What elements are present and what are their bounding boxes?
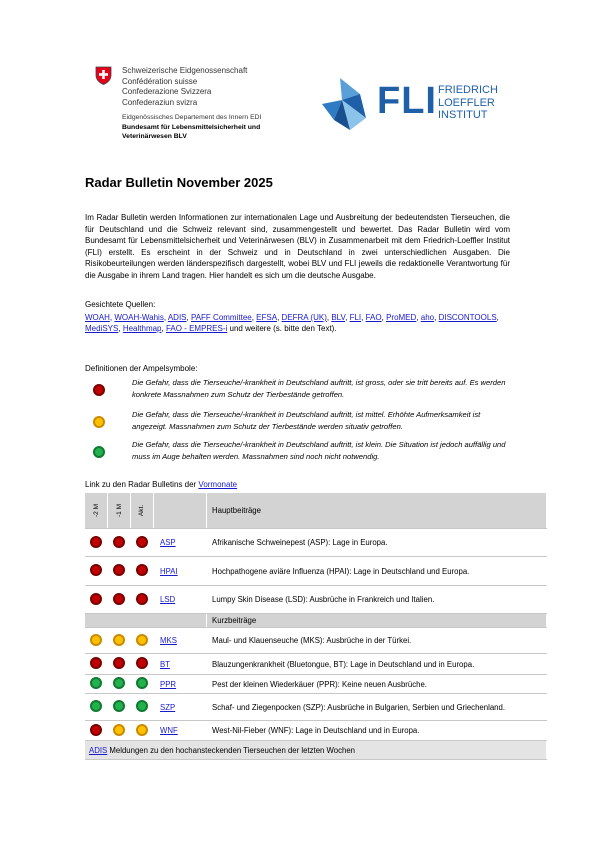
- disease-description: Afrikanische Schweinepest (ASP): Lage in Europa.: [207, 529, 547, 557]
- definition-text: Die Gefahr, dass die Tierseuche/-krankheit in Deutschland auftritt, ist klein. Die Situation ist jedoch auffällig und muss im Auge behalten werden. Massnahmen sind noch nicht notwendig.: [132, 440, 506, 461]
- fli-name-line: INSTITUT: [438, 109, 488, 121]
- traffic-light-green-icon: [136, 700, 148, 712]
- fli-name-line: FRIEDRICH: [438, 84, 498, 96]
- traffic-light-green-icon: [90, 700, 102, 712]
- confederation-names: [122, 66, 247, 108]
- table-row-szp: [85, 694, 547, 721]
- traffic-light-green-icon: [90, 677, 102, 689]
- col-header-current: Akt.: [131, 493, 154, 529]
- definition-text: Die Gefahr, dass die Tierseuche/-krankheit in Deutschland auftritt, ist mittel. Erhöhte Aufmerksamkeit ist angezeigt. Massnahmen zum Schutz der Tierbestände werden situativ getroffen.: [132, 410, 481, 431]
- disease-link-asp[interactable]: ASP: [160, 538, 176, 547]
- sources-heading: Gesichtete Quellen:: [85, 300, 156, 309]
- fli-logo: [320, 72, 498, 134]
- definitions-heading: Definitionen der Ampelsymbole:: [85, 364, 198, 373]
- traffic-light-red-icon: [113, 593, 125, 605]
- source-link-aho[interactable]: aho: [420, 313, 435, 322]
- table-row-lsd: [85, 586, 547, 614]
- table-row-wnf: [85, 721, 547, 741]
- previous-months-link[interactable]: Vormonate: [198, 480, 238, 489]
- disease-description: Pest der kleinen Wiederkäuer (PPR): Keine neuen Ausbrüche.: [207, 675, 547, 694]
- traffic-light-red-icon: [136, 657, 148, 669]
- table-row-mks: [85, 628, 547, 654]
- department-block: [122, 113, 261, 142]
- traffic-light-red-icon: [90, 657, 102, 669]
- source-link-woah-wahis[interactable]: WOAH-Wahis: [114, 313, 164, 322]
- admin-line: Confederazione Svizzera: [122, 87, 212, 96]
- short-section-heading: Kurzbeiträge: [207, 614, 547, 628]
- source-link-medisys[interactable]: MediSYS: [85, 323, 119, 333]
- definition-green: [85, 439, 515, 469]
- source-link-woah[interactable]: WOAH: [85, 313, 110, 322]
- radar-table: [85, 493, 547, 760]
- traffic-light-yellow-icon: [113, 724, 125, 736]
- adis-footer-text: Meldungen zu den hochansteckenden Tierseuchen der letzten Wochen: [109, 745, 355, 755]
- table-header-row: [85, 493, 547, 529]
- department-name: Eidgenössisches Departement des Innern EDI: [122, 114, 262, 121]
- adis-link[interactable]: ADIS: [89, 745, 108, 755]
- source-link-defra[interactable]: DEFRA (UK): [281, 313, 327, 322]
- traffic-light-yellow-icon: [113, 634, 125, 646]
- admin-line: Schweizerische Eidgenossenschaft: [122, 66, 248, 75]
- table-row-asp: [85, 529, 547, 557]
- disease-link-hpai[interactable]: HPAI: [160, 566, 178, 576]
- col-header-minus-2: -2 M: [85, 493, 108, 529]
- source-link-promed[interactable]: ProMED: [386, 313, 417, 322]
- short-rows: [85, 628, 547, 741]
- fli-name-line: LOEFFLER: [438, 96, 495, 109]
- traffic-light-red-icon: [136, 536, 148, 548]
- traffic-light-green-icon: [136, 677, 148, 689]
- previous-bulletins-text: Link zu den Radar Bulletins der: [85, 480, 197, 489]
- definition-text: Die Gefahr, dass die Tierseuche/-krankheit in Deutschland auftritt, ist gross, oder sie tritt bereits auf. Es werden konkrete Massnahmen zum Schutz der Tierbestände getroffen.: [132, 378, 506, 399]
- source-link-healthmap[interactable]: Healthmap: [122, 323, 162, 333]
- table-row-bt: [85, 654, 547, 675]
- disease-link-lsd[interactable]: LSD: [160, 595, 176, 604]
- disease-link-mks[interactable]: MKS: [160, 636, 177, 645]
- traffic-light-red-icon: [90, 724, 102, 736]
- disease-link-ppr[interactable]: PPR: [160, 679, 177, 689]
- traffic-light-green-icon: [93, 446, 105, 458]
- traffic-light-green-icon: [113, 677, 125, 689]
- intro-paragraph: Im Radar Bulletin werden Informationen zur internationalen Lage und Ausbreitung der bedeutendsten Tierseuchen, die für Deutschland und die Schweiz relevant sind, zusammengestellt und bewertet. Das Radar Bulletin wird vom Bundesamt für Lebensmittelsicherheit und Veterinärwesen (BLV) in Zusammenarbeit mit dem Friedrich-Loeffler Institut (FLI) erstellt. Es erscheint in der Schweiz und in Deutschland in zwei unterschiedlichen Ausgaben. Die Risikobeurteilungen werden länderspezifisch dargestellt, wobei BLV und FLI jeweils die redaktionelle Verantwortung für die Ausgabe in ihrem Land tragen. Hier handelt es sich um die deutsche Ausgabe.: [85, 213, 510, 280]
- source-link-fao-empres[interactable]: FAO - EMPRES-i: [165, 323, 228, 333]
- disease-description: Lumpy Skin Disease (LSD): Ausbrüche in Frankreich und Italien.: [207, 586, 547, 614]
- disease-description: Maul- und Klauenseuche (MKS): Ausbrüche in der Türkei.: [207, 628, 547, 654]
- disease-link-szp[interactable]: SZP: [160, 702, 176, 712]
- traffic-light-yellow-icon: [90, 634, 102, 646]
- col-header-code: [154, 493, 207, 529]
- traffic-light-red-icon: [90, 536, 102, 548]
- previous-bulletins-line: [85, 480, 237, 489]
- traffic-light-red-icon: [136, 593, 148, 605]
- admin-line: Confederaziun svizra: [122, 97, 198, 107]
- page-title: Radar Bulletin November 2025: [85, 175, 273, 190]
- traffic-light-red-icon: [90, 564, 102, 576]
- sources-list: WOAH, WOAH-Wahis, ADIS, PAFF Committee, EFSA, DEFRA (UK), BLV, FLI, FAO, ProMED, aho, DISCONTOOLS, MediSYS, Healthmap, FAO - EMPRES-i und weitere (s. bitte den Text).: [85, 313, 499, 333]
- admin-line: Confédération suisse: [122, 76, 198, 86]
- source-link-fli[interactable]: FLI: [349, 313, 362, 322]
- traffic-light-yellow-icon: [136, 634, 148, 646]
- traffic-light-red-icon: [93, 384, 105, 396]
- table-row-hpai: [85, 557, 547, 586]
- source-link-fao[interactable]: FAO: [365, 313, 382, 322]
- traffic-light-green-icon: [113, 700, 125, 712]
- traffic-light-red-icon: [113, 564, 125, 576]
- disease-description: West-Nil-Fieber (WNF): Lage in Deutschland und in Europa.: [207, 721, 547, 741]
- main-section-heading: Hauptbeiträge: [207, 493, 547, 529]
- disease-link-bt[interactable]: BT: [160, 659, 170, 669]
- col-header-minus-1: -1 M: [108, 493, 131, 529]
- source-link-efsa[interactable]: EFSA: [256, 313, 278, 322]
- main-rows: [85, 529, 547, 614]
- traffic-light-red-icon: [113, 657, 125, 669]
- office-name-line-1: Bundesamt für Lebensmittelsicherheit und: [122, 123, 261, 131]
- fli-abbreviation: FLI: [377, 80, 437, 122]
- traffic-light-red-icon: [90, 593, 102, 605]
- traffic-light-red-icon: [113, 536, 125, 548]
- traffic-light-yellow-icon: [93, 416, 105, 428]
- fli-logo-mark-icon: [320, 74, 372, 132]
- swiss-coat-of-arms-icon: [95, 66, 112, 85]
- short-section-row: [85, 614, 547, 628]
- source-link-blv[interactable]: BLV: [331, 313, 346, 322]
- sources-tail: und weitere (s. bitte den Text).: [229, 323, 337, 333]
- office-name-line-2: Veterinärwesen BLV: [122, 133, 187, 140]
- fli-full-name: [438, 84, 498, 122]
- disease-description: Blauzungenkrankheit (Bluetongue, BT): Lage in Deutschland und in Europa.: [207, 654, 547, 675]
- disease-link-wnf[interactable]: WNF: [160, 726, 178, 735]
- traffic-light-yellow-icon: [136, 724, 148, 736]
- adis-footer-row: [85, 741, 547, 760]
- table-row-ppr: [85, 675, 547, 694]
- disease-description: Schaf- und Ziegenpocken (SZP): Ausbrüche in Bulgarien, Serbien und Griechenland.: [207, 694, 547, 721]
- source-link-adis[interactable]: ADIS: [167, 313, 187, 322]
- disease-description: Hochpathogene aviäre Influenza (HPAI): Lage in Deutschland und Europa.: [207, 557, 547, 586]
- source-link-discontools[interactable]: DISCONTOOLS: [438, 313, 497, 322]
- source-link-paff[interactable]: PAFF Committee: [190, 313, 252, 322]
- traffic-light-red-icon: [136, 564, 148, 576]
- definition-yellow: [85, 409, 515, 439]
- definition-red: [85, 377, 515, 407]
